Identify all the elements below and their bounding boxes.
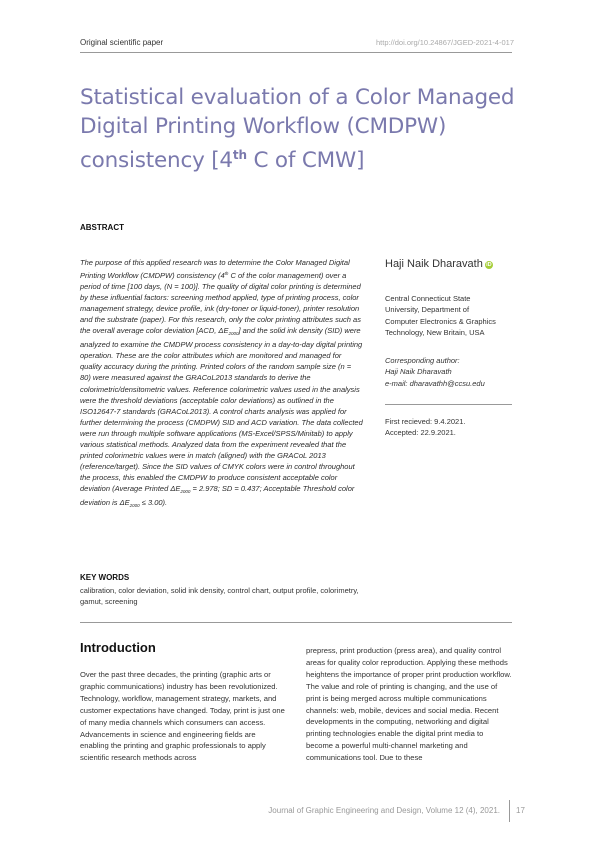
footer-divider <box>509 800 510 822</box>
corr-email[interactable]: e-mail: dharavathh@ccsu.edu <box>385 378 485 388</box>
intro-column-right: prepress, print production (press area), and quality control areas for quality color reproduction. Applying these methods heightens the importance of proper print production workflow. The value and role of printing is changing, and the use of print is being merged across multiple communications channels: web, mobile, devices and social media. Recent developments in the computing, networking and digital printing technologies enable the digital print media to become a powerful multi-channel marketing and communications tool. Due to these <box>306 646 512 763</box>
corr-label: Corresponding author: <box>385 356 460 365</box>
intro-column-left: Over the past three decades, the printing (graphic arts or graphic communications) industry has been revolutionized. Technology, workflow, management strategy, markets, and customer expectations have changed. Today, print is just one of many media channels which consumers can access. Advancements in science and engineering fields are enabling the printing and graphic professionals to apply scientific research methods across <box>80 670 285 763</box>
introduction-heading: Introduction <box>80 640 156 655</box>
accepted-date: Accepted: 22.9.2021. <box>385 428 456 438</box>
author-name: Haji Naik Dharavath iD <box>385 258 492 270</box>
doi-link[interactable]: http://doi.org/10.24867/JGED-2021-4-017 <box>375 38 514 47</box>
page-number: 17 <box>516 806 525 815</box>
abstract-body: The purpose of this applied research was to determine the Color Managed Digital Printing Workflow (CMDPW) consistency (4th C of the color management) over a period of time [100 days, (N = 100)]. The quality of digital color printing is determined by these influential factors: screening method applied, type of printing process, color management strategy, device profile, ink (dry-toner or liquid-toner), printer resolution and the substrate (paper). For this research, only the color printing attributes such as the overall average color deviation [ACD, $\Delta E_{2000}$] and the solid ink density (SID) were analyzed to examine the CMDPW process consistency in a day-to-day digital printing operation. These are the color attributes which are monitored and managed for quality accuracy during the printing. Printed colors of the random sample size (n = 80) were measured against the GRACoL2013 standards to derive the colorimetric/densitometric values. Reference colorimetric values used in the analysis were the threshold deviations (acceptable color deviations) as outlined in the ISO12647-7 standards (GRACoL2013). A control charts analysis was applied for further determining the process (CMDPW) SID and ACD variation. The data collected were run through multiple software applications (MS-Excel/SPSS/Minitab) to apply various statistical methods. Analyzed data from the experiment revealed that the printed colorimetric values were in match (aligned) with the GRACoL 2013 (reference/target). Since the SID values of CMYK colors were in control throughout the process, this enabled the CMDPW to produce consistent acceptable color deviation (Average Printed $\Delta E_{2000} = 2.978$; SD = 0.437; Acceptable Threshold color deviation is $\Delta E_{2000} \le 3.00$). <box>80 258 363 508</box>
paper-title: Statistical evaluation of a Color Managed Digital Printing Workflow (CMDPW) consistency [4th C of CMW] <box>80 85 515 173</box>
abstract-heading: ABSTRACT <box>80 223 124 232</box>
header-divider <box>80 52 512 53</box>
keywords-heading: KEY WORDS <box>80 573 130 582</box>
corr-name: Haji Naik Dharavath <box>385 367 452 377</box>
sidebar-divider <box>385 404 512 405</box>
article-category: Original scientific paper <box>80 38 164 47</box>
received-date: First recieved: 9.4.2021. <box>385 417 466 426</box>
submission-dates <box>385 416 525 439</box>
journal-footer: Journal of Graphic Engineering and Design, Volume 12 (4), 2021. <box>268 806 500 815</box>
keywords-divider <box>80 622 512 623</box>
keywords-list: calibration, color deviation, solid ink density, control chart, output profile, colorimetry, gamut, screening <box>80 586 359 606</box>
author-affiliation: Central Connecticut State University, Department of Computer Electronics & Graphics Technology, New Britain, USA <box>385 294 496 337</box>
orcid-icon[interactable]: iD <box>486 262 492 268</box>
corresponding-author <box>385 355 525 389</box>
